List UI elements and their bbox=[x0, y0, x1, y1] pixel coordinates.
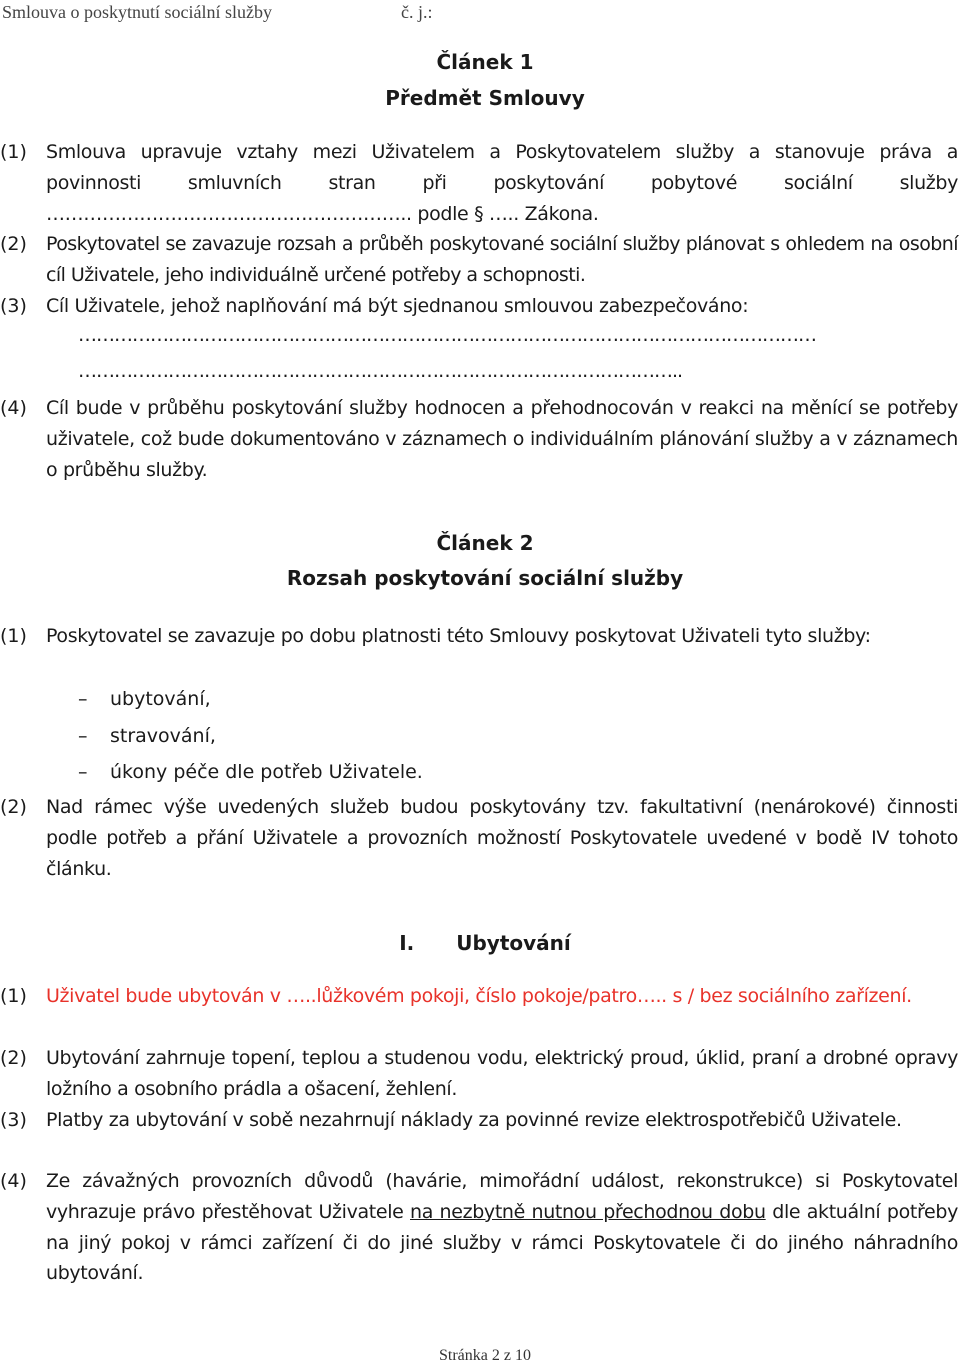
list-item bbox=[78, 718, 778, 755]
item-number: (4) bbox=[0, 1170, 27, 1192]
article-1-item-3 bbox=[0, 291, 958, 322]
item-text-part: dle aktuální potřeby na jiný pokoj v rámci zařízení či do jiné služby v rámci Poskytovatele či do jiného náhradního ubytování. bbox=[46, 1200, 958, 1285]
header-document-title: Smlouva o poskytnutí sociální služby bbox=[2, 2, 272, 22]
item-number: (3) bbox=[0, 1109, 27, 1131]
item-text: Platby za ubytování v sobě nezahrnují náklady za povinné revize elektrospotřebičů Uživatele. bbox=[46, 1109, 902, 1131]
dash-bullet-icon: – bbox=[78, 724, 88, 747]
dash-bullet-icon: – bbox=[78, 761, 88, 783]
item-text-highlighted: Uživatel bude ubytován v …..lůžkovém pokoji, číslo pokoje/patro….. s / bez sociálního zařízení. bbox=[46, 985, 912, 1007]
item-number: (3) bbox=[0, 295, 27, 317]
section-i-heading bbox=[0, 931, 960, 955]
list-item-text: stravování, bbox=[110, 724, 216, 747]
article-1-item-4 bbox=[0, 393, 958, 485]
item-text-underlined: na nezbytně nutnou přechodnou dobu bbox=[410, 1200, 766, 1223]
article-1-item-2 bbox=[0, 229, 958, 291]
item-text-part: Ze závažných provozních důvodů (havárie, mimořádní událost, rekonstrukce) si Poskytovatel vyhrazuje právo přestěhovat Uživatele bbox=[46, 1170, 958, 1223]
item-number: (2) bbox=[0, 796, 27, 818]
section-title: Ubytování bbox=[456, 931, 571, 955]
list-item bbox=[78, 754, 778, 791]
article-1-item-1 bbox=[0, 137, 958, 229]
article-2-subheading: Rozsah poskytování sociální služby bbox=[286, 566, 684, 590]
article-1-subheading: Předmět Smlouvy bbox=[385, 86, 585, 110]
services-list bbox=[78, 681, 778, 791]
article-2-heading: Článek 2 bbox=[436, 531, 534, 555]
section-number: I. bbox=[399, 931, 415, 955]
item-number: (1) bbox=[0, 985, 27, 1007]
header-reference-number: č. j.: bbox=[401, 2, 433, 22]
page-footer: Stránka 2 z 10 bbox=[439, 1347, 531, 1364]
item-text: Nad rámec výše uvedených služeb budou poskytovány tzv. fakultativní (nenárokové) činnosti podle potřeb a přání Uživatele a provozních možností Poskytovatele uvedené v bodě IV tohoto článku. bbox=[46, 796, 958, 880]
item-number: (2) bbox=[0, 1047, 27, 1069]
item-number: (1) bbox=[0, 141, 27, 163]
item-number: (4) bbox=[0, 397, 27, 419]
list-item-text: úkony péče dle potřeb Uživatele. bbox=[110, 761, 423, 783]
section-i-item-2 bbox=[0, 1043, 958, 1105]
article-2-item-1 bbox=[0, 621, 958, 652]
page-header bbox=[0, 0, 960, 24]
item-text: Ubytování zahrnuje topení, teplou a studenou vodu, elektrický proud, úklid, praní a drobné opravy ložního a osobního prádla a ošacení, žehlení. bbox=[46, 1047, 958, 1100]
goal-fill-line-2: ……………………………………………………………………………………….. bbox=[78, 360, 683, 382]
article-1-heading: Článek 1 bbox=[436, 50, 534, 74]
list-item-text: ubytování, bbox=[110, 688, 211, 710]
item-text: Cíl bude v průběhu poskytování služby hodnocen a přehodnocován v reakci na měnící se potřeby uživatele, což bude dokumentováno v záznamech o individuálním plánování služby a v záznamech o průběhu služby. bbox=[46, 397, 958, 481]
item-text bbox=[46, 1166, 958, 1289]
item-text: Poskytovatel se zavazuje po dobu platnosti této Smlouvy poskytovat Uživateli tyto služby: bbox=[46, 625, 871, 647]
goal-fill-line-1: …………………………………………………………………………………………………………… bbox=[78, 324, 816, 346]
item-number: (1) bbox=[0, 625, 27, 647]
list-item bbox=[78, 681, 778, 718]
section-i-item-4 bbox=[0, 1166, 958, 1289]
item-text: Smlouva upravuje vztahy mezi Uživatelem a Poskytovatelem služby a stanovuje práva a povinnosti smluvních stran při poskytování pobytové sociální služby ………………………………………………….. podle § ….. Zákona. bbox=[46, 141, 958, 225]
dash-bullet-icon: – bbox=[78, 688, 88, 710]
section-i-item-1 bbox=[0, 981, 958, 1012]
article-2-item-2 bbox=[0, 792, 958, 884]
item-number: (2) bbox=[0, 233, 27, 255]
item-text: Poskytovatel se zavazuje rozsah a průběh poskytované sociální služby plánovat s ohledem na osobní cíl Uživatele, jeho individuálně určené potřeby a schopnosti. bbox=[46, 233, 958, 286]
item-text: Cíl Uživatele, jehož naplňování má být sjednanou smlouvou zabezpečováno: bbox=[46, 295, 749, 317]
section-i-item-3 bbox=[0, 1105, 958, 1136]
